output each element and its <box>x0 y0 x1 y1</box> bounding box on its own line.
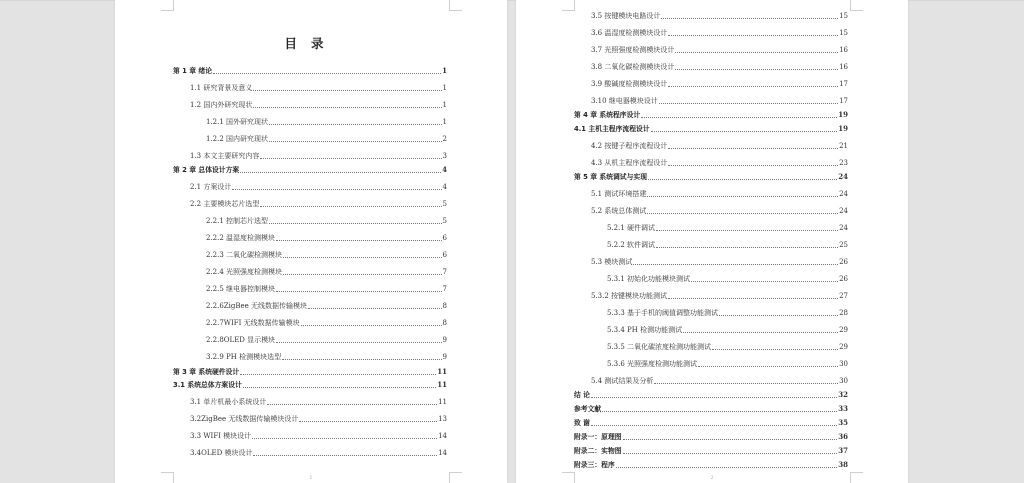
toc-entry[interactable] <box>574 458 848 470</box>
toc-entry[interactable] <box>173 149 447 161</box>
toc-entry-page: 16 <box>839 46 848 54</box>
toc-entry-label: 4.3 从机主程序流程设计 <box>591 159 668 167</box>
toc-entry-label: 致 谢 <box>574 419 590 427</box>
toc-entry-page: 14 <box>438 432 447 440</box>
toc-entry[interactable] <box>574 170 848 182</box>
toc-entry[interactable] <box>173 248 447 260</box>
dot-leader <box>675 51 838 53</box>
margin-corner-mark <box>850 0 863 11</box>
dot-leader <box>654 382 838 384</box>
toc-entry[interactable] <box>574 204 848 216</box>
dot-leader <box>668 297 838 299</box>
toc-entry-label: 5.3.4 PH 检测功能测试 <box>607 326 683 334</box>
toc-entry-page: 24 <box>839 190 848 198</box>
toc-entry-label: 2.2.7WIFI 无线数据传输模块 <box>206 319 300 327</box>
toc-entry-page: 9 <box>442 353 447 361</box>
toc-entry-page: 4 <box>442 165 447 174</box>
toc-entry-page: 15 <box>839 29 848 37</box>
toc-entry[interactable] <box>574 139 848 151</box>
toc-entry[interactable] <box>173 316 447 328</box>
dot-leader <box>232 188 441 190</box>
toc-entry[interactable] <box>173 365 447 377</box>
toc-entry[interactable] <box>173 350 447 362</box>
toc-entry[interactable] <box>574 289 848 301</box>
toc-entry[interactable] <box>574 255 848 267</box>
dot-leader <box>602 410 837 412</box>
dot-leader <box>623 438 838 440</box>
dot-leader <box>260 157 441 159</box>
toc-entry-label: 1.2 国内外研究现状 <box>190 101 253 109</box>
toc-entry-page: 7 <box>442 268 447 276</box>
toc-entry-label: 3.2.9 PH 检测模块选型 <box>206 353 282 361</box>
toc-entry-label: 3.2ZigBee 无线数据传输模块设计 <box>190 415 299 423</box>
toc-entry-page: 6 <box>442 234 447 242</box>
toc-entry-label: 2.2.1 控制芯片选型 <box>206 217 269 225</box>
toc-entry-label: 5.3 模块测试 <box>591 258 633 266</box>
toc-entry-label: 结 论 <box>574 391 590 399</box>
dot-leader <box>276 239 441 241</box>
toc-entry-page: 19 <box>838 110 848 119</box>
toc-entry-page: 3 <box>442 152 447 160</box>
toc-entry[interactable] <box>574 238 848 250</box>
toc-entry[interactable] <box>574 94 848 106</box>
toc-entry-label: 3.8 二氧化碳检测模块设计 <box>591 63 675 71</box>
toc-entry[interactable] <box>574 340 848 352</box>
dot-leader <box>299 420 437 422</box>
toc-entry-label: 附录三：程序 <box>574 461 615 469</box>
toc-entry-page: 29 <box>839 343 848 351</box>
toc-entry[interactable] <box>574 374 848 386</box>
dot-leader <box>276 341 441 343</box>
toc-entry-label: 1.3 本文主要研究内容 <box>190 152 260 160</box>
toc-entry-page: 35 <box>838 418 848 427</box>
toc-entry-page: 7 <box>442 285 447 293</box>
margin-corner-mark <box>161 0 174 11</box>
dot-leader <box>698 365 838 367</box>
toc-entry-label: 3.4OLED 模块设计 <box>190 449 253 457</box>
dot-leader <box>260 205 441 207</box>
toc-entry-page: 1 <box>442 84 447 92</box>
toc-entry-label: 2.2.3 二氧化碳检测模块 <box>206 251 283 259</box>
toc-entry[interactable] <box>574 221 848 233</box>
toc-entry-label: 2.2.2 温湿度检测模块 <box>206 234 276 242</box>
toc-entry-label: 2.1 方案设计 <box>190 183 232 191</box>
toc-entry-label: 5.2 系统总体测试 <box>591 207 647 215</box>
toc-entry[interactable] <box>173 299 447 311</box>
dot-leader <box>253 106 441 108</box>
toc-entry-label: 第 2 章 总体设计方案 <box>173 166 240 174</box>
dot-leader <box>269 222 441 224</box>
dot-leader <box>269 123 441 125</box>
toc-entry[interactable] <box>173 214 447 226</box>
dot-leader <box>683 331 838 333</box>
toc-entry-page: 24 <box>838 172 848 181</box>
dot-leader <box>240 373 436 375</box>
toc-entry[interactable] <box>173 412 447 424</box>
toc-entry-label: 附录一：原理图 <box>574 433 622 441</box>
toc-entry[interactable] <box>574 272 848 284</box>
toc-entry-label: 1.2.1 国外研究现状 <box>206 118 269 126</box>
toc-entry[interactable] <box>173 81 447 93</box>
toc-entry-label: 4.1 主机主程序流程设计 <box>574 125 650 133</box>
page-number: 1 <box>309 475 313 481</box>
dot-leader <box>252 437 437 439</box>
toc-entry-label: 5.4 测试结果及分析 <box>591 377 654 385</box>
toc-entry-label: 2.2.6ZigBee 无线数据传输模块 <box>206 302 308 310</box>
toc-entry-page: 4 <box>442 183 447 191</box>
dot-leader <box>269 140 441 142</box>
toc-entry[interactable] <box>574 60 848 72</box>
toc-entry-page: 17 <box>839 97 848 105</box>
dot-leader <box>213 72 441 74</box>
toc-entry-label: 5.3.3 基于手机的阈值调整功能测试 <box>607 309 719 317</box>
toc-entry[interactable] <box>574 43 848 55</box>
toc-entry[interactable] <box>173 115 447 127</box>
toc-entry[interactable] <box>574 388 848 400</box>
dot-leader <box>301 324 442 326</box>
toc-entry-page: 33 <box>838 404 848 413</box>
toc-entry-label: 5.2.1 硬件调试 <box>607 224 656 232</box>
toc-entry-label: 参考文献 <box>574 405 602 413</box>
toc-entry[interactable] <box>173 163 447 175</box>
toc-entry-page: 30 <box>839 360 848 368</box>
toc-entry-page: 37 <box>838 446 848 455</box>
toc-entry-label: 5.3.1 初始化功能模块测试 <box>607 275 691 283</box>
dot-leader <box>647 195 838 197</box>
dot-leader <box>656 246 838 248</box>
toc-entry[interactable] <box>574 306 848 318</box>
dot-leader <box>283 256 441 258</box>
dot-leader <box>267 403 437 405</box>
toc-entry-page: 29 <box>839 326 848 334</box>
dot-leader <box>623 452 838 454</box>
toc-entry-label: 3.7 光照强度检测模块设计 <box>591 46 675 54</box>
toc-entry[interactable] <box>574 156 848 168</box>
toc-title: 目录 <box>284 36 338 51</box>
toc-entry-label: 5.3.6 光照强度检测功能测试 <box>607 360 698 368</box>
toc-entry[interactable] <box>574 108 848 120</box>
dot-leader <box>243 386 436 388</box>
toc-entry-page: 8 <box>442 319 447 327</box>
toc-entry[interactable] <box>574 430 848 442</box>
toc-entry-label: 4.2 按键子程序流程设计 <box>591 142 668 150</box>
dot-leader <box>668 147 838 149</box>
dot-leader <box>651 130 838 132</box>
toc-entry-page: 1 <box>442 101 447 109</box>
toc-entry[interactable] <box>173 333 447 345</box>
toc-entry[interactable] <box>574 402 848 414</box>
toc-entry[interactable] <box>574 9 848 21</box>
document-page-2 <box>516 0 908 483</box>
toc-entry-label: 3.9 酸碱度检测模块设计 <box>591 80 668 88</box>
dot-leader <box>661 17 838 19</box>
dot-leader <box>616 466 837 468</box>
toc-entry-page: 2 <box>442 135 447 143</box>
toc-entry-page: 14 <box>438 449 447 457</box>
dot-leader <box>633 263 838 265</box>
dot-leader <box>719 314 838 316</box>
toc-entry-label: 2.2 主要模块芯片选型 <box>190 200 260 208</box>
dot-leader <box>668 34 838 36</box>
dot-leader <box>308 307 441 309</box>
toc-entry-page: 1 <box>442 66 447 75</box>
toc-entry[interactable] <box>173 378 447 390</box>
toc-entry[interactable] <box>574 122 848 134</box>
toc-entry-page: 1 <box>442 118 447 126</box>
toc-entry-page: 9 <box>442 336 447 344</box>
toc-entry[interactable] <box>173 429 447 441</box>
toc-entry-page: 24 <box>839 207 848 215</box>
dot-leader <box>656 229 838 231</box>
dot-leader <box>240 171 441 173</box>
toc-entry-label: 5.2.2 软件调试 <box>607 241 656 249</box>
dot-leader <box>675 68 838 70</box>
toc-entry-label: 5.1 测试环境搭建 <box>591 190 647 198</box>
toc-entry-page: 11 <box>437 380 447 389</box>
toc-entry[interactable] <box>574 26 848 38</box>
toc-entry-page: 27 <box>839 292 848 300</box>
toc-entry[interactable] <box>574 416 848 428</box>
dot-leader <box>253 454 437 456</box>
toc-entry[interactable] <box>173 64 447 76</box>
toc-entry-label: 5.3.2 按键模块功能测试 <box>591 292 668 300</box>
dot-leader <box>668 164 838 166</box>
toc-entry-page: 15 <box>839 12 848 20</box>
dot-leader <box>253 89 441 91</box>
toc-entry-label: 3.3 WIFI 模块设计 <box>190 432 252 440</box>
toc-entry[interactable] <box>173 132 447 144</box>
toc-entry[interactable] <box>574 323 848 335</box>
toc-entry[interactable] <box>574 444 848 456</box>
toc-entry-page: 30 <box>839 377 848 385</box>
toc-entry[interactable] <box>173 446 447 458</box>
toc-entry-page: 19 <box>838 124 848 133</box>
toc-entry-label: 3.5 按键模块电路设计 <box>591 12 661 20</box>
toc-entry-page: 32 <box>838 390 848 399</box>
toc-entry[interactable] <box>574 77 848 89</box>
toc-entry-page: 5 <box>442 200 447 208</box>
dot-leader <box>668 85 838 87</box>
toc-entry-label: 第 5 章 系统调试与实现 <box>574 173 647 181</box>
toc-entry-label: 5.3.5 二氧化碳浓度检测功能测试 <box>607 343 712 351</box>
toc-entry-page: 24 <box>839 224 848 232</box>
toc-entry-page: 17 <box>839 80 848 88</box>
toc-entry-label: 第 4 章 系统程序设计 <box>574 111 641 119</box>
dot-leader <box>283 273 441 275</box>
dot-leader <box>591 424 837 426</box>
toc-entry[interactable] <box>173 197 447 209</box>
toc-entry-label: 3.1 系统总体方案设计 <box>173 381 242 389</box>
toc-entry[interactable] <box>574 187 848 199</box>
toc-entry-page: 21 <box>839 142 848 150</box>
toc-entry-label: 2.2.4 光照强度检测模块 <box>206 268 283 276</box>
toc-entry[interactable] <box>574 357 848 369</box>
toc-entry-page: 11 <box>437 367 447 376</box>
dot-leader <box>712 348 838 350</box>
toc-entry-label: 2.2.8OLED 显示模块 <box>206 336 276 344</box>
toc-entry[interactable] <box>173 180 447 192</box>
toc-entry-page: 5 <box>442 217 447 225</box>
toc-entry-page: 13 <box>438 415 447 423</box>
toc-entry-page: 25 <box>839 241 848 249</box>
toc-entry-label: 3.6 温湿度检测模块设计 <box>591 29 668 37</box>
dot-leader <box>648 178 837 180</box>
toc-entry-page: 16 <box>839 63 848 71</box>
document-page-1 <box>115 0 507 483</box>
toc-entry-page: 8 <box>442 302 447 310</box>
toc-entry-page: 38 <box>838 460 848 469</box>
toc-entry-page: 26 <box>839 275 848 283</box>
toc-entry-label: 附录二：实物图 <box>574 447 622 455</box>
dot-leader <box>282 358 441 360</box>
toc-entry-page: 23 <box>839 159 848 167</box>
toc-entry-label: 3.1 单片机最小系统设计 <box>190 398 267 406</box>
toc-entry[interactable] <box>173 231 447 243</box>
toc-entry-page: 28 <box>839 309 848 317</box>
dot-leader <box>659 102 838 104</box>
toc-entry-label: 第 3 章 系统硬件设计 <box>173 368 240 376</box>
dot-leader <box>647 212 838 214</box>
page-number: 2 <box>710 475 714 481</box>
toc-entry[interactable] <box>173 98 447 110</box>
toc-entry-page: 11 <box>438 398 447 406</box>
toc-entry-label: 2.2.5 继电器控制模块 <box>206 285 276 293</box>
toc-entry-label: 第 1 章 绪论 <box>173 67 213 75</box>
toc-entry-label: 1.2.2 国内研究现状 <box>206 135 269 143</box>
toc-entry-page: 6 <box>442 251 447 259</box>
toc-entry[interactable] <box>173 282 447 294</box>
dot-leader <box>276 290 441 292</box>
dot-leader <box>691 280 838 282</box>
dot-leader <box>591 396 837 398</box>
dot-leader <box>641 116 837 118</box>
toc-entry-label: 1.1 研究背景及意义 <box>190 84 253 92</box>
toc-entry-label: 3.10 继电器模块设计 <box>591 97 658 105</box>
toc-entry-page: 36 <box>838 432 848 441</box>
toc-entry-page: 26 <box>839 258 848 266</box>
toc-entry[interactable] <box>173 395 447 407</box>
margin-corner-mark <box>449 0 462 11</box>
toc-entry[interactable] <box>173 265 447 277</box>
